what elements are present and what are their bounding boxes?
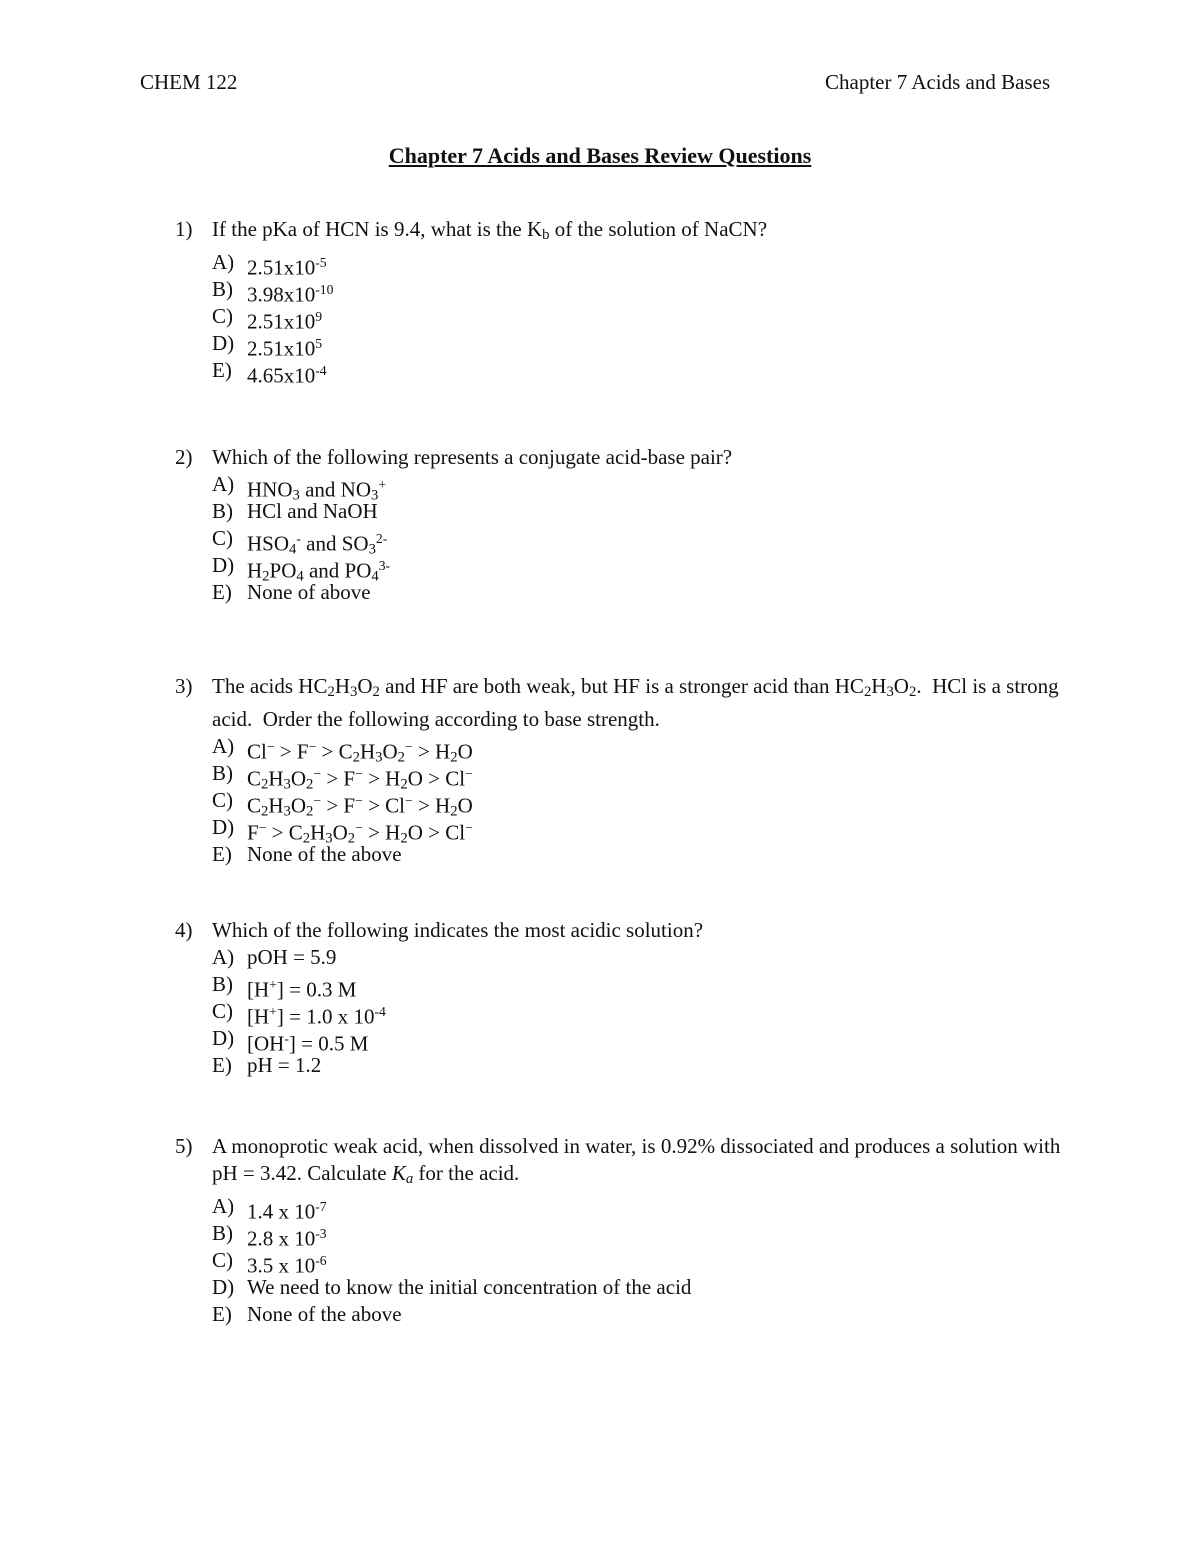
option-letter: B) bbox=[212, 972, 233, 996]
answer-option bbox=[212, 1301, 1075, 1328]
option-text: $F^- > C_2H_3O_2^- > H_2O > Cl^-$ bbox=[247, 819, 473, 847]
option-text: 1.4 x $10^{-7}$ bbox=[247, 1198, 327, 1224]
answer-options bbox=[212, 733, 1075, 868]
question-2 bbox=[175, 444, 1075, 606]
option-letter: B) bbox=[212, 276, 233, 301]
question-text: If the pKa of HCN is 9.4, what is the $K_b$ of the solution of NaCN? bbox=[212, 217, 768, 243]
question-number: 1) bbox=[175, 217, 193, 241]
option-letter: D) bbox=[212, 1026, 235, 1050]
option-text: $HSO_4^-$ and $SO_3^{2-}$ bbox=[247, 531, 388, 558]
option-text: $C_2H_3O_2^- > F^- > Cl^- > H_2O$ bbox=[247, 792, 473, 820]
option-letter: E) bbox=[212, 580, 232, 604]
answer-option bbox=[212, 733, 1075, 766]
option-text: [OH-] = 0.5 M bbox=[247, 1031, 369, 1056]
answer-option bbox=[212, 1247, 1075, 1278]
answer-option bbox=[212, 1025, 1075, 1056]
question-text: Which of the following represents a conjugate acid-base pair? bbox=[212, 445, 733, 469]
question-stem bbox=[175, 216, 1075, 249]
answer-option bbox=[212, 579, 1075, 606]
question-text: A monoprotic weak acid, when dissolved in water, is 0.92% dissociated and produces a solution with pH = 3.42. Calculate $K_a$ for the acid. bbox=[212, 1134, 1061, 1187]
option-text: $3.98x10^{-10}$ bbox=[247, 281, 334, 307]
answer-option bbox=[212, 1193, 1075, 1224]
answer-option bbox=[212, 1052, 1075, 1079]
answer-option bbox=[212, 814, 1075, 847]
option-text: None of above bbox=[247, 580, 371, 604]
answer-option bbox=[212, 944, 1075, 971]
answer-option bbox=[212, 471, 1075, 504]
option-letter: A) bbox=[212, 249, 235, 274]
option-letter: D) bbox=[212, 553, 235, 577]
option-letter: E) bbox=[212, 1053, 232, 1077]
question-3 bbox=[175, 673, 1075, 868]
option-text: $4.65x10^{-4}$ bbox=[247, 362, 327, 388]
option-text: None of the above bbox=[247, 1301, 402, 1326]
option-text: HCl and NaOH bbox=[247, 499, 378, 523]
option-letter: E) bbox=[212, 841, 232, 866]
option-text: $2.51x10^9$ bbox=[247, 308, 323, 334]
option-letter: E) bbox=[212, 357, 232, 382]
answer-option bbox=[212, 498, 1075, 525]
question-stem bbox=[175, 673, 1075, 733]
option-text: 2.8 x $10^{-3}$ bbox=[247, 1225, 327, 1251]
answer-option bbox=[212, 525, 1075, 558]
answer-option bbox=[212, 841, 1075, 868]
option-text: None of the above bbox=[247, 841, 402, 866]
option-text: pOH = 5.9 bbox=[247, 945, 337, 969]
option-text: [H+] = 1.0 x $10^{-4}$ bbox=[247, 1004, 386, 1029]
option-text: $Cl^- > F^- > C_2H_3O_2^- > H_2O$ bbox=[247, 738, 473, 766]
answer-options bbox=[212, 1193, 1075, 1328]
answer-option bbox=[212, 1274, 1075, 1301]
question-number: 2) bbox=[175, 445, 193, 469]
option-letter: D) bbox=[212, 1274, 235, 1299]
page-header-course: CHEM 122 bbox=[140, 70, 238, 94]
option-letter: C) bbox=[212, 787, 233, 812]
page-title: Chapter 7 Acids and Bases Review Questions bbox=[388, 143, 812, 168]
option-text: $H_2PO_4$ and $PO_4^{3-}$ bbox=[247, 558, 391, 585]
answer-option bbox=[212, 971, 1075, 1002]
question-5 bbox=[175, 1133, 1075, 1328]
option-letter: C) bbox=[212, 303, 233, 328]
question-number: 5) bbox=[175, 1134, 193, 1158]
answer-option bbox=[212, 303, 1075, 334]
option-text: pH = 1.2 bbox=[247, 1053, 322, 1077]
question-number: 3) bbox=[175, 674, 193, 698]
option-letter: A) bbox=[212, 733, 235, 758]
question-stem bbox=[175, 1133, 1075, 1193]
option-letter: E) bbox=[212, 1301, 232, 1326]
question-text: Which of the following indicates the most acidic solution? bbox=[212, 918, 704, 942]
question-stem bbox=[175, 917, 1075, 944]
option-letter: D) bbox=[212, 330, 235, 355]
option-text: $2.51x10^5$ bbox=[247, 335, 323, 361]
option-letter: C) bbox=[212, 1247, 233, 1272]
question-text: The acids $HC_2H_3O_2$ and HF are both weak, but HF is a stronger acid than $HC_2H_3O_2$. HCl is a strong acid. Order the following according to base strength. bbox=[212, 674, 1059, 731]
answer-option bbox=[212, 276, 1075, 307]
option-letter: C) bbox=[212, 999, 233, 1023]
option-letter: D) bbox=[212, 814, 235, 839]
question-1 bbox=[175, 216, 1075, 388]
option-letter: A) bbox=[212, 1193, 235, 1218]
option-text: $HNO_3$ and $NO_3^+$ bbox=[247, 477, 387, 504]
option-letter: B) bbox=[212, 1220, 233, 1245]
answer-option bbox=[212, 330, 1075, 361]
option-text: We need to know the initial concentration of the acid bbox=[247, 1274, 692, 1299]
option-letter: A) bbox=[212, 472, 235, 496]
option-letter: B) bbox=[212, 499, 233, 523]
answer-options bbox=[212, 471, 1075, 606]
answer-option bbox=[212, 552, 1075, 585]
answer-option bbox=[212, 357, 1075, 388]
option-text: $C_2H_3O_2^- > F^- > H_2O > Cl^-$ bbox=[247, 765, 473, 793]
question-stem bbox=[175, 444, 1075, 471]
answer-options bbox=[212, 249, 1075, 388]
option-text: [H+] = 0.3 M bbox=[247, 977, 357, 1002]
option-letter: B) bbox=[212, 760, 233, 785]
answer-option bbox=[212, 787, 1075, 820]
answer-option bbox=[212, 760, 1075, 793]
option-letter: A) bbox=[212, 945, 235, 969]
question-4 bbox=[175, 917, 1075, 1079]
option-text: $2.51x10^{-5}$ bbox=[247, 254, 327, 280]
answer-options bbox=[212, 944, 1075, 1079]
answer-option bbox=[212, 998, 1075, 1029]
option-letter: C) bbox=[212, 526, 233, 550]
question-number: 4) bbox=[175, 918, 193, 942]
answer-option bbox=[212, 1220, 1075, 1251]
option-text: 3.5 x $10^{-6}$ bbox=[247, 1252, 327, 1278]
answer-option bbox=[212, 249, 1075, 280]
page-header-chapter: Chapter 7 Acids and Bases bbox=[825, 70, 1051, 94]
